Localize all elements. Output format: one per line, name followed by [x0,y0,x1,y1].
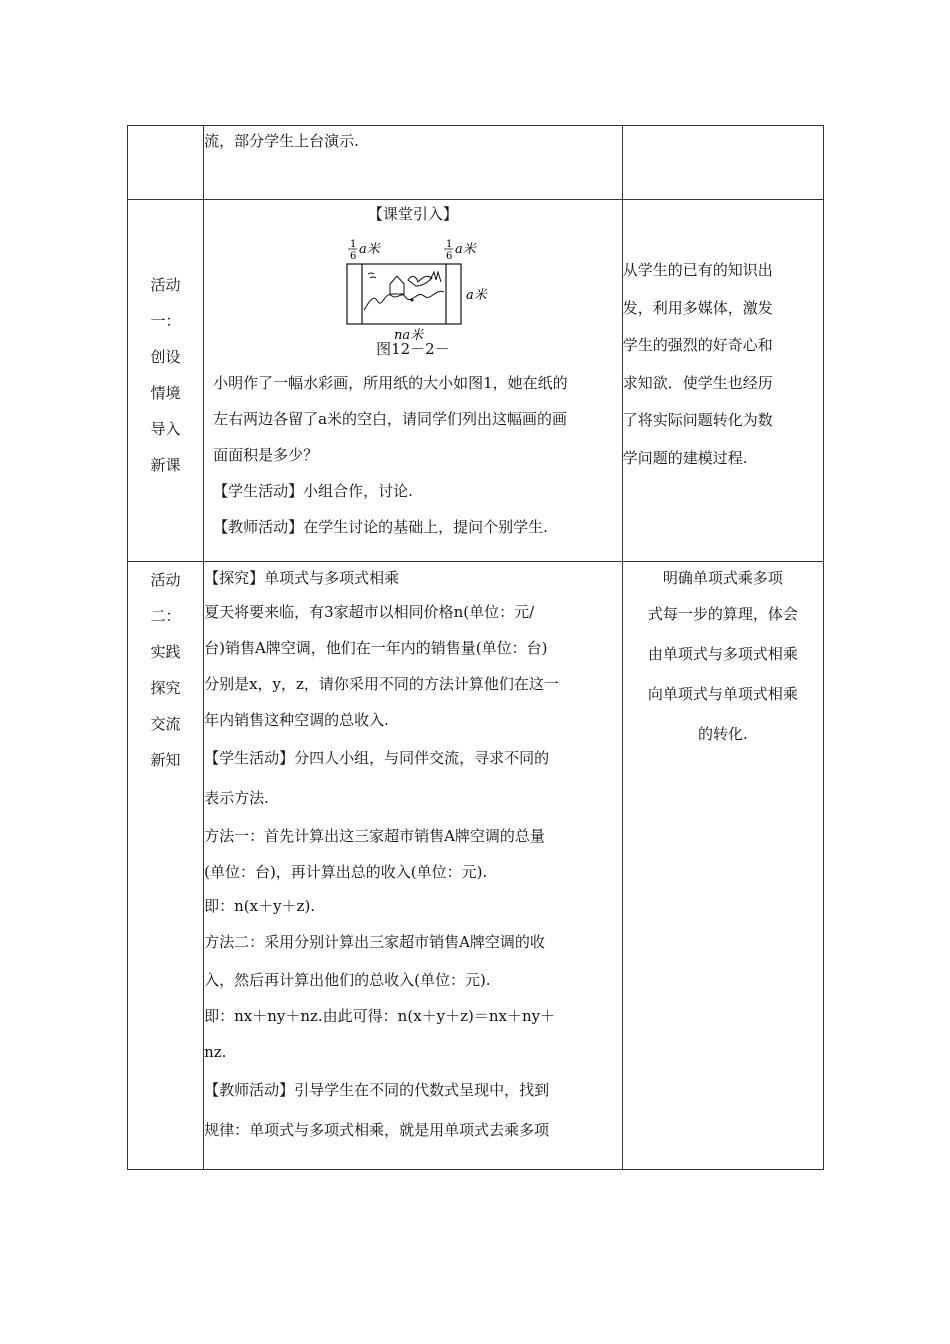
height-label: a米 [466,288,487,303]
fraction-denominator: 6 [446,251,453,262]
left-margin-label: a米 [359,242,380,257]
activity-label: 交流 [150,715,181,733]
content-line: 左右两边各留了a米的空白，请同学们列出这幅画的画 [213,410,568,428]
note-line: 式每一步的算理，体会 [647,605,798,623]
figure [204,200,622,368]
content-line: 小明作了一幅水彩画，所用纸的大小如图1，她在纸的 [213,374,568,392]
content-line: (单位：台)，再计算出总的收入(单位：元). [204,863,488,881]
content-line: 年内销售这种空调的总收入. [204,711,389,729]
activity-label: 活动 [150,571,181,589]
section-title: 【课堂引入】 [367,205,458,223]
tree-drawing [430,272,441,282]
note-line: 由单项式与多项式相乘 [647,645,798,663]
content-line: 分别是x，y，z，请你采用不同的方法计算他们在这一 [204,675,559,693]
note-line: 学问题的建模过程. [622,448,748,467]
content-cell [204,200,623,562]
activity-label: 新课 [150,456,181,474]
activity-label: 导入 [150,420,181,438]
activity-label: 一： [150,312,181,330]
table-row [128,562,824,1170]
content-line: 【教师活动】引导学生在不同的代数式呈现中，找到 [204,1081,550,1099]
activity-label: 探究 [150,679,181,697]
content-line: 即：nx＋ny＋nz.由此可得：n(x＋y＋z)＝nx＋ny＋ [204,1007,556,1025]
activity-label: 实践 [150,643,181,661]
note-line: 从学生的已有的知识出 [622,261,773,279]
note-line: 求知欲．使学生也经历 [622,373,773,392]
note-cell [622,562,823,1170]
bird-drawing [408,276,432,286]
content-line: 台)销售A牌空调，他们在一年内的销售量(单位：台) [204,639,548,657]
content-line: 【教师活动】在学生讨论的基础上，提问个别学生. [213,518,548,536]
activity-label: 创设 [150,348,181,366]
content-line: 面面积是多少？ [213,446,319,464]
figure-caption: 图12－2－ [376,340,450,358]
fraction-numerator: 1 [446,239,453,250]
content-line: 夏天将要来临，有3家超市以相同价格n(单位：元/ [204,603,535,621]
note-line: 的转化. [697,725,748,743]
content-line: 【探究】单项式与多项式相乘 [204,569,400,587]
painting-figure [342,230,512,340]
fraction-denominator: 6 [350,251,357,262]
house-drawing [390,276,404,294]
content-line: 方法二：采用分别计算出三家超市销售A牌空调的收 [204,933,545,951]
note-line: 发，利用多媒体，激发 [622,298,773,317]
activity-label: 活动 [150,276,181,294]
lesson-plan-table [127,125,824,1170]
note-cell [622,126,823,200]
content-line: 方法一：首先计算出这三家超市销售A牌空调的总量 [204,827,545,845]
table-row [128,200,824,562]
content-line: nz. [204,1043,227,1061]
note-cell [622,200,823,562]
content-line: 规律：单项式与多项式相乘，就是用单项式去乘多项 [204,1121,550,1139]
content-line: 表示方法. [204,789,269,807]
activity-cell [128,200,204,562]
note-line: 向单项式与单项式相乘 [647,685,798,703]
content-cell [204,562,623,1170]
width-label: na米 [394,328,424,340]
content-cell [204,126,623,200]
right-margin-label: a米 [455,242,476,257]
note-line: 学生的强烈的好奇心和 [622,336,773,354]
note-line: 了将实际问题转化为数 [622,411,773,429]
fraction-numerator: 1 [350,239,357,250]
activity-label: 二： [150,607,181,625]
content-line: 即：n(x＋y＋z). [204,897,316,915]
activity-label: 新知 [150,751,181,769]
note-line: 明确单项式乘多项 [662,569,783,587]
content-line: 流，部分学生上台演示. [204,132,359,150]
activity-cell [128,562,204,1170]
content-line: 【学生活动】分四人小组，与同伴交流，寻求不同的 [204,749,550,767]
activity-cell [128,126,204,200]
activity-label: 情境 [150,384,181,402]
content-line: 入，然后再计算出他们的总收入(单位：元). [204,971,491,989]
table-row [128,126,824,200]
content-line: 【学生活动】小组合作，讨论. [213,482,413,500]
